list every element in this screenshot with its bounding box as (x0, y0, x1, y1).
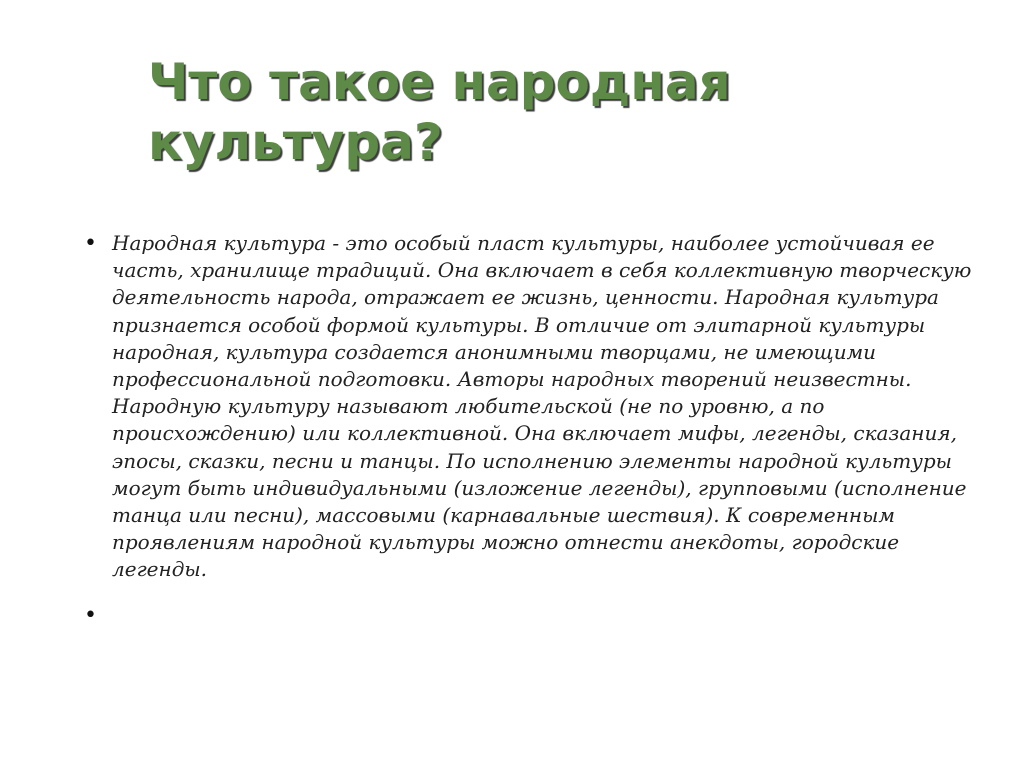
bullet-marker: • (84, 231, 97, 256)
slide-content (84, 230, 974, 632)
bullet-item (84, 230, 974, 584)
slide-title: Что такое народная культура? (148, 53, 731, 171)
bullet-marker: • (84, 602, 97, 628)
bullet-text: Народная культура - это особый пласт культуры, наиболее устойчивая ее часть, хранилище традиций. Она включает в себя коллективную творческую деятельность народа, отражает ее жизнь, ценности. Народная культура признается особой формой культуры. В отличие от элитарной культуры народная, культура создается анонимными творцами, не имеющими профессиональной подготовки. Авторы народных творений неизвестны. Народную культуру называют любительской (не по уровню, а по происхождению) или коллективной. Она включает мифы, легенды, сказания, эпосы, сказки, песни и танцы. По исполнению элементы народной культуры могут быть индивидуальными (изложение легенды), групповыми (исполнение танца или песни), массовыми (карнавальные шествия). К современным проявлениям народной культуры можно отнести анекдоты, городские легенды. (112, 231, 972, 582)
bullet-item-empty (84, 602, 974, 632)
